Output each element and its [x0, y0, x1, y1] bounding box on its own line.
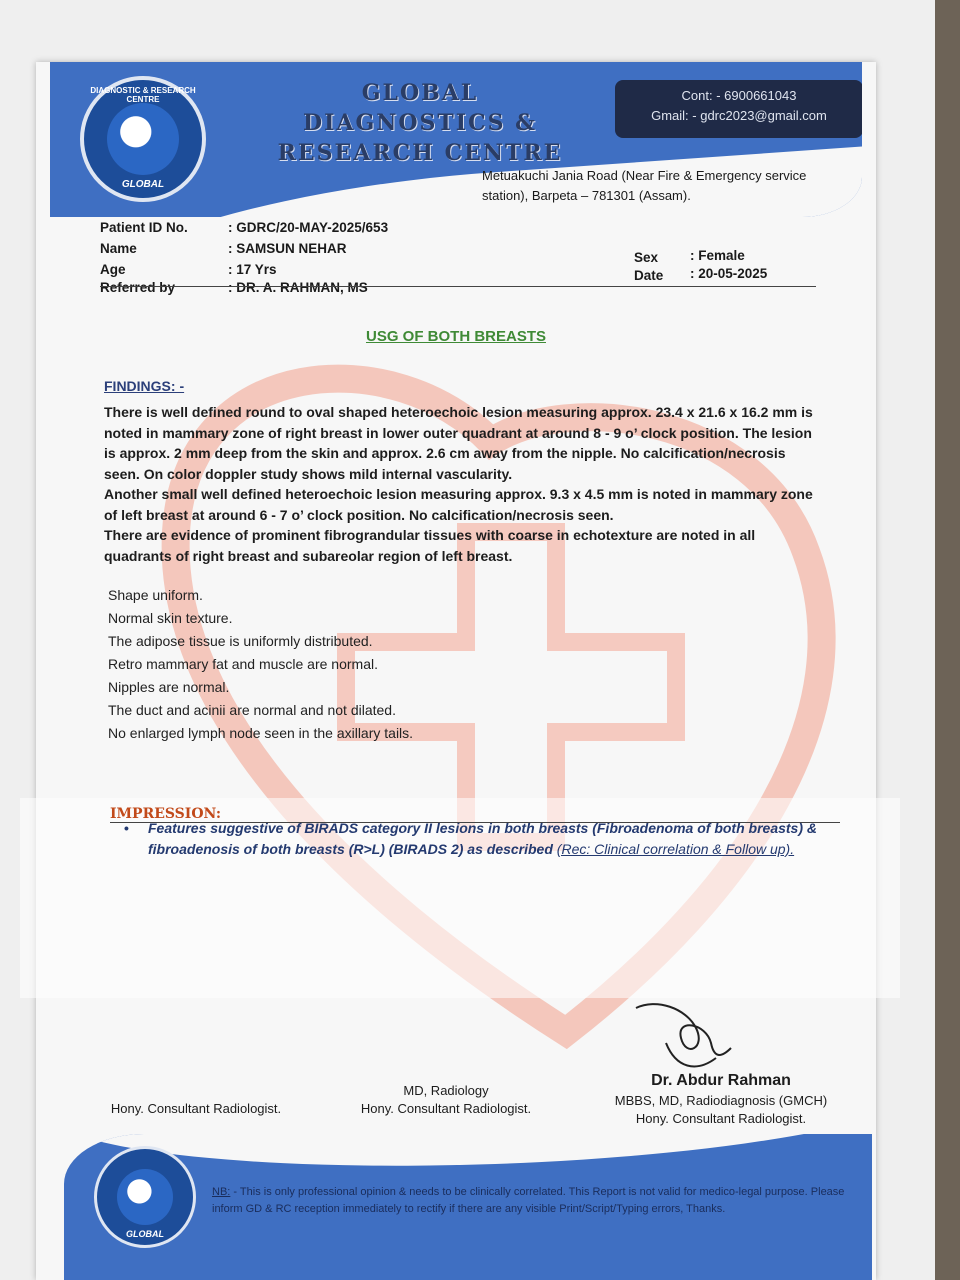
- signature-middle: [346, 1082, 546, 1118]
- letterhead-footer: [64, 1134, 872, 1280]
- finding-paragraph: There are evidence of prominent fibrograndular tissues with coarse in echotexture are noted in all quadrants of right breast and subareolar region of left breast.: [104, 527, 756, 564]
- finding-line: Nipples are normal.: [108, 679, 230, 695]
- impression-text-block: [124, 818, 844, 860]
- footer-logo-text: GLOBAL: [126, 1229, 164, 1239]
- patient-age-label: Age: [100, 262, 126, 277]
- impression-heading: IMPRESSION:: [110, 806, 222, 822]
- org-name-line3: RESEARCH CENTRE: [277, 140, 563, 166]
- sex-label: Sex: [634, 250, 659, 265]
- impression-main: Features suggestive of BIRADS category II lesions in both breasts (Fibroadenoma of both breasts) & fibroadenosis of both breasts (R>L) (BIRADS 2) as described: [148, 820, 818, 857]
- impression-text: [124, 818, 844, 860]
- referred-by-label: Referred by: [100, 280, 176, 295]
- address: [482, 166, 862, 206]
- globe-icon: [117, 1169, 173, 1225]
- contact-box: [615, 80, 862, 138]
- finding-paragraph: There is well defined round to oval shaped heteroechoic lesion measuring approx. 23.4 x 21.6 x 16.2 mm is noted in mammary zone of right breast in lower outer quadrant at around 8 - 9 o’ clock position. The lesion is approx. 2 mm deep from the skin and approx. 2.6 cm away from the nipple. No calcification/necrosis seen. On color doppler study shows mild internal vascularity.: [104, 404, 813, 482]
- date-label: Date: [634, 268, 664, 283]
- finding-line: Retro mammary fat and muscle are normal.: [108, 656, 378, 672]
- org-logo: [80, 76, 206, 202]
- patient-name-value: : SAMSUN NEHAR: [228, 241, 347, 256]
- findings-bold-block: [104, 402, 816, 566]
- logo-ring-text: DIAGNOSTIC & RESEARCH CENTRE: [90, 86, 196, 104]
- handwritten-signature: [626, 998, 736, 1078]
- report-sheet: [36, 62, 876, 1280]
- bullet-icon: •: [124, 820, 129, 836]
- nb-text: - This is only professional opinion & needs to be clinically correlated. This Report is not valid for medico-legal purpose. Please inform GD & RC reception immediately to rectify if there are any visible Print/Script/Typing errors, Thanks.: [212, 1186, 845, 1215]
- patient-id-label: Patient ID No.: [100, 220, 188, 235]
- address-line2: station), Barpeta – 781301 (Assam).: [482, 188, 691, 203]
- patient-id-value: : GDRC/20-MAY-2025/653: [228, 220, 389, 235]
- finding-line: Shape uniform.: [108, 587, 203, 603]
- patient-info-divider: [100, 286, 816, 287]
- impression-recommendation: (Rec: Clinical correlation & Follow up).: [556, 841, 795, 857]
- finding-paragraph: Another small well defined heteroechoic lesion measuring approx. 9.3 x 4.5 mm is noted in mammary zone of left breast at around 6 - 7 o’ clock position. No calcification/necrosis seen.: [104, 486, 813, 523]
- org-name-line2: DIAGNOSTICS &: [303, 110, 537, 136]
- findings-plain-list: [108, 584, 708, 745]
- finding-line: The duct and acinii are normal and not dilated.: [108, 702, 396, 718]
- doctor-title: Hony. Consultant Radiologist.: [635, 1111, 807, 1126]
- signature-left-title: Hony. Consultant Radiologist.: [110, 1101, 282, 1116]
- logo-bottom-text: GLOBAL: [121, 179, 165, 190]
- globe-icon: [107, 103, 179, 175]
- signature-middle-title: Hony. Consultant Radiologist.: [360, 1101, 532, 1116]
- date-value: : 20-05-2025: [690, 266, 768, 281]
- org-name: [210, 78, 630, 168]
- footer-logo: [94, 1146, 196, 1248]
- patient-name-label: Name: [100, 241, 137, 256]
- signature-middle-degree: MD, Radiology: [403, 1083, 489, 1098]
- report-title: USG OF BOTH BREASTS: [365, 328, 546, 345]
- doctor-degree: MBBS, MD, Radiodiagnosis (GMCH): [614, 1093, 828, 1108]
- footer-disclaimer: [212, 1184, 862, 1218]
- nb-label: NB:: [212, 1186, 231, 1198]
- findings-heading: FINDINGS: -: [104, 378, 185, 394]
- finding-line: No enlarged lymph node seen in the axillary tails.: [108, 725, 414, 741]
- sex-value: : Female: [690, 248, 745, 263]
- contact-email: Gmail: - gdrc2023@gmail.com: [651, 108, 827, 123]
- finding-line: Normal skin texture.: [108, 610, 233, 626]
- org-name-line1: GLOBAL: [361, 80, 479, 106]
- address-line1: Metuakuchi Jania Road (Near Fire & Emergency service: [482, 168, 807, 183]
- signature-right: [601, 1070, 841, 1128]
- signature-left: [96, 1100, 296, 1118]
- patient-age-value: : 17 Yrs: [228, 262, 277, 277]
- contact-phone: Cont: - 6900661043: [681, 88, 797, 103]
- letterhead-header: [50, 62, 862, 217]
- finding-line: The adipose tissue is uniformly distributed.: [108, 633, 373, 649]
- referred-by-value: : DR. A. RAHMAN, MS: [228, 280, 368, 295]
- doctor-name: Dr. Abdur Rahman: [651, 1072, 791, 1089]
